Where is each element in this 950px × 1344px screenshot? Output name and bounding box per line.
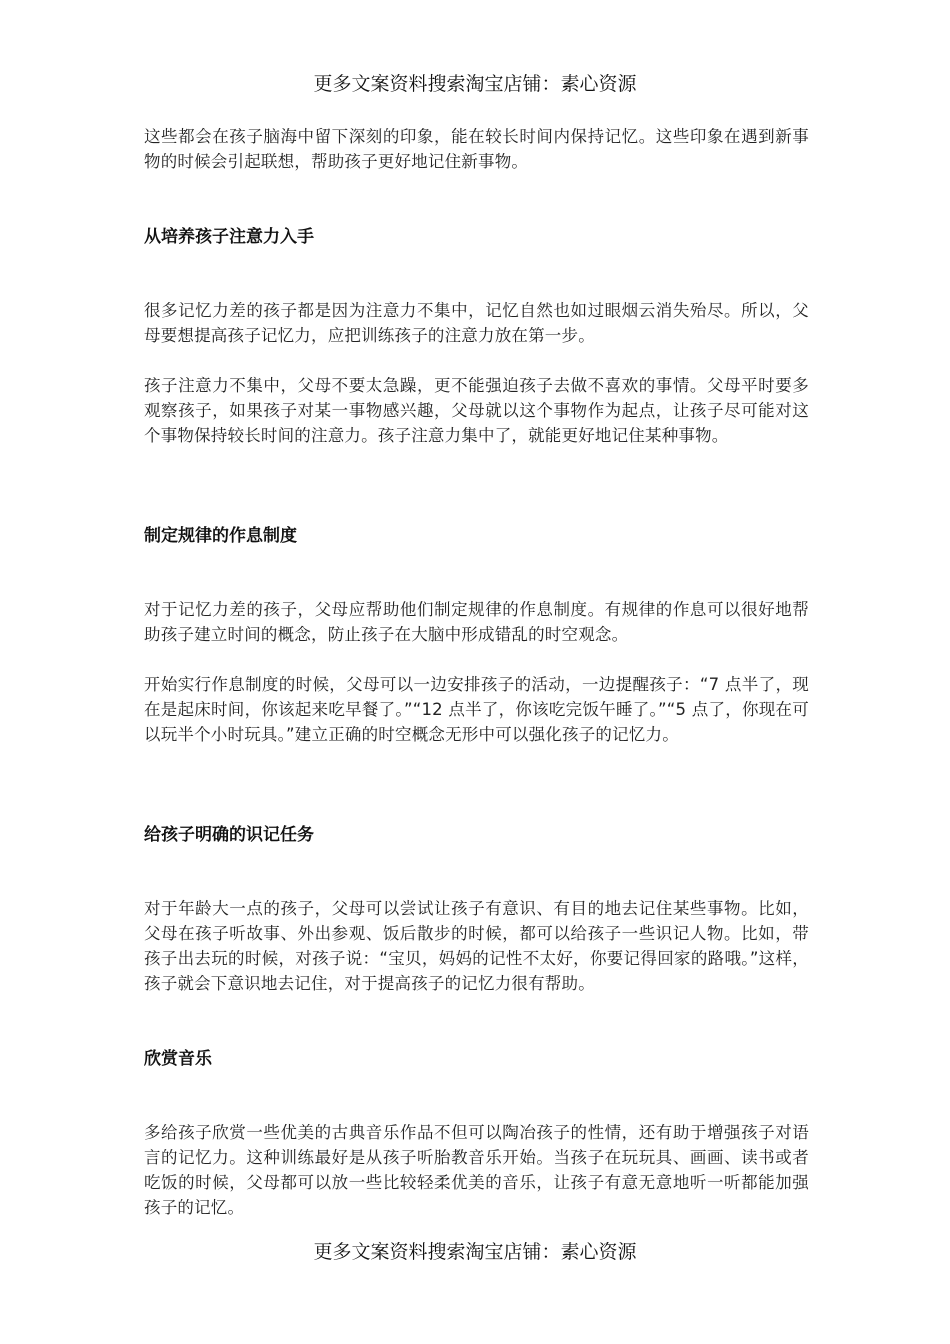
paragraph-attention-1: 很多记忆力差的孩子都是因为注意力不集中，记忆自然也如过眼烟云消失殆尽。所以，父母要想提高孩子记忆力，应把训练孩子的注意力放在第一步。 (144, 301, 809, 345)
page-header: 更多文案资料搜索淘宝店铺：素心资源 (313, 73, 637, 95)
paragraph-intro: 这些都会在孩子脑海中留下深刻的印象，能在较长时间内保持记忆。这些印象在遇到新事物的时候会引起联想，帮助孩子更好地记住新事物。 (144, 127, 809, 171)
paragraph-schedule-1: 对于记忆力差的孩子，父母应帮助他们制定规律的作息制度。有规律的作息可以很好地帮助孩子建立时间的概念，防止孩子在大脑中形成错乱的时空观念。 (144, 600, 809, 644)
paragraph-schedule-2: 开始实行作息制度的时候，父母可以一边安排孩子的活动，一边提醒孩子：“7 点半了，现在是起床时间，你该起来吃早餐了。”“12 点半了，你该吃完饭午睡了。”“5 点了，你现在可以玩半个小时玩具。”建立正确的时空概念无形中可以强化孩子的记忆力。 (144, 675, 809, 744)
paragraph-music: 多给孩子欣赏一些优美的古典音乐作品不但可以陶冶孩子的性情，还有助于增强孩子对语言的记忆力。这种训练最好是从孩子听胎教音乐开始。当孩子在玩玩具、画画、读书或者吃饭的时候，父母都可以放一些比较轻柔优美的音乐，让孩子有意无意地听一听都能加强孩子的记忆。 (144, 1123, 809, 1217)
page-footer: 更多文案资料搜索淘宝店铺：素心资源 (313, 1241, 637, 1263)
paragraph-attention-2: 孩子注意力不集中，父母不要太急躁，更不能强迫孩子去做不喜欢的事情。父母平时要多观察孩子，如果孩子对某一事物感兴趣，父母就以这个事物作为起点，让孩子尽可能对这个事物保持较长时间的注意力。孩子注意力集中了，就能更好地记住某种事物。 (144, 376, 809, 445)
section-heading-music: 欣赏音乐 (144, 1049, 212, 1069)
section-heading-attention: 从培养孩子注意力入手 (144, 227, 314, 247)
section-heading-schedule: 制定规律的作息制度 (144, 526, 297, 546)
section-heading-task: 给孩子明确的识记任务 (144, 825, 314, 845)
paragraph-task: 对于年龄大一点的孩子，父母可以尝试让孩子有意识、有目的地去记住某些事物。比如，父母在孩子听故事、外出参观、饭后散步的时候，都可以给孩子一些识记人物。比如，带孩子出去玩的时候，对孩子说：“宝贝，妈妈的记性不太好，你要记得回家的路哦。”这样，孩子就会下意识地去记住，对于提高孩子的记忆力很有帮助。 (144, 899, 809, 993)
